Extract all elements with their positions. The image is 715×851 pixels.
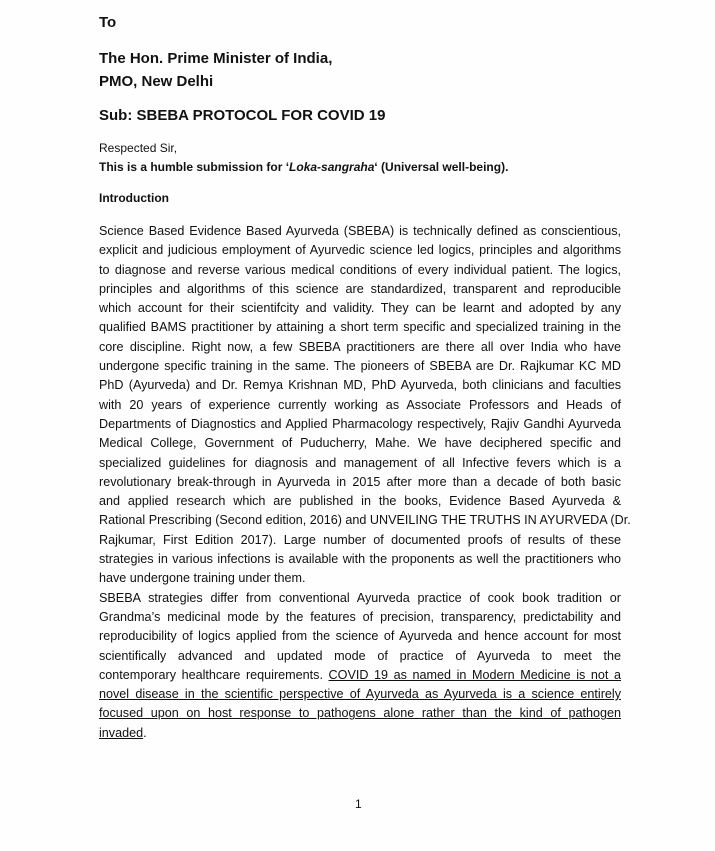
paragraph-1-line: Medical College, Government of Puducherry, Mahe. We have deciphered specific and (99, 436, 621, 451)
paragraph-1-line: specialized guidelines for diagnosis and management of all Infective fevers which is a (99, 455, 621, 470)
recipient-address-line1: The Hon. Prime Minister of India, (99, 50, 333, 67)
submission-italic-term: Loka-sangraha (289, 160, 375, 174)
paragraph-1-line: Departments of Diagnostics and Applied Pharmacology respectively, Rajiv Gandhi Ayurveda (99, 416, 621, 431)
paragraph-2 (99, 589, 621, 666)
recipient-to: To (99, 14, 117, 31)
paragraph-1-line: and applied research which are published in the books, Evidence Based Ayurveda & (99, 494, 621, 509)
paragraph-1-line: PhD (Ayurveda) and Dr. Remya Krishnan MD, PhD Ayurveda, both clinicians and faculties (99, 378, 621, 393)
paragraph-1-line: with 20 years of experience currently working as Associate Professors and Heads of (99, 397, 621, 412)
paragraph-1-line: core discipline. Right now, a few SBEBA practitioners are there all over India who have (99, 339, 621, 354)
paragraph-2-line: Grandma’s medicinal mode by the features of precision, transparency, predictability and (99, 609, 621, 624)
submission-suffix: ‘ (Universal well-being). (374, 160, 509, 174)
submission-line (99, 160, 508, 174)
paragraph-1-line: strategies in various infections is available with the proponents as well the practitioners who (99, 552, 621, 567)
paragraph-2-line8-underlined: invaded (99, 725, 144, 740)
paragraph-1-line: revolutionary break-through in Ayurveda in 2015 after more than a decade of both basic (99, 474, 621, 489)
paragraph-1-line: principles and algorithms of this science are standardized, transparent and reproducible (99, 281, 621, 296)
paragraph-2-line: SBEBA strategies differ from conventional Ayurveda practice of cook book tradition or (99, 590, 621, 605)
paragraph-1-line: Rajkumar, First Edition 2017). Large number of documented proofs of results of these (99, 532, 621, 547)
paragraph-1-last-line: have undergone training under them. (99, 571, 306, 586)
paragraph-1-line: to diagnose and reverse various medical conditions of every individual patient. The logics, (99, 262, 621, 277)
paragraph-2-line (99, 666, 621, 685)
paragraph-1-line: undergone specific training in the same. The pioneers of SBEBA are Dr. Rajkumar KC MD (99, 359, 621, 374)
page-number: 1 (355, 797, 362, 811)
paragraph-1-line: explicit and judicious employment of Ayurvedic science led logics, principles and algorithms (99, 243, 621, 258)
paragraph-1 (99, 222, 631, 569)
paragraph-1-line: Science Based Evidence Based Ayurveda (SBEBA) is technically defined as conscientious, (99, 224, 621, 238)
salutation: Respected Sir, (99, 141, 178, 155)
paragraph-2-line7-underlined: focused upon on host response to pathogens alone rather than the kind of pathogen (99, 706, 621, 721)
section-heading-introduction: Introduction (99, 191, 169, 205)
paragraph-2-line: reproducibility of logics applied from the science of Ayurveda and hence account for most (99, 629, 621, 644)
paragraph-1-line: which account for their scientifcity and validity. They can be learnt and adopted by any (99, 301, 621, 316)
paragraph-1-line: Rational Prescribing (Second edition, 2016) and UNVEILING THE TRUTHS IN AYURVEDA (Dr. (99, 513, 631, 528)
paragraph-2-line: scientifically advanced and updated mode of practice of Ayurveda to meet the (99, 648, 621, 663)
paragraph-2-line5-underlined: COVID 19 as named in Modern Medicine is not a (328, 667, 621, 682)
subject-line: Sub: SBEBA PROTOCOL FOR COVID 19 (99, 107, 386, 124)
body-text (99, 222, 631, 743)
paragraph-2-line6-underlined: novel disease in the scientific perspective of Ayurveda as Ayurveda is a science entirely (99, 687, 621, 702)
paragraph-2-last-line (99, 724, 621, 743)
paragraph-1-line: qualified BAMS practitioner by attaining a short term specific and specialized training in the (99, 320, 621, 335)
paragraph-2-line5-plain: contemporary healthcare requirements. (99, 667, 329, 682)
submission-prefix: This is a humble submission for ‘ (99, 160, 290, 174)
recipient-address-line2: PMO, New Delhi (99, 73, 214, 90)
paragraph-2-line8-end: . (143, 725, 147, 740)
